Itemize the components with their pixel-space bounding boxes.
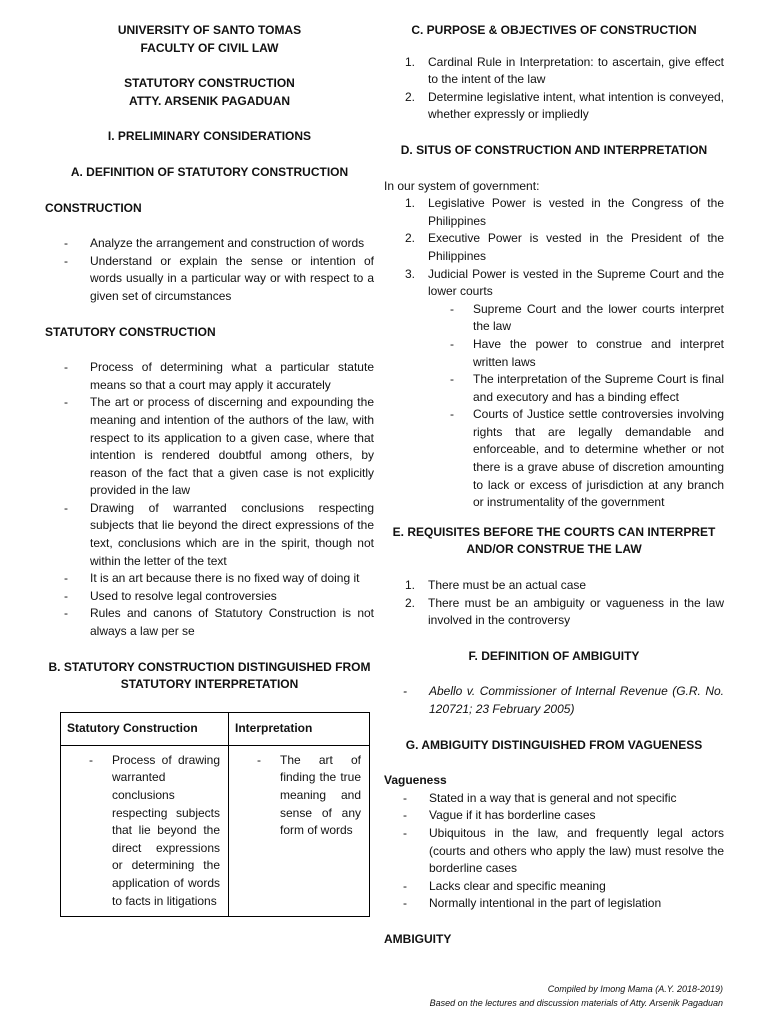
list-item: - Analyze the arrangement and construction of words <box>45 235 374 253</box>
vagueness-heading: Vagueness <box>384 773 447 788</box>
statutory-construction-heading: STATUTORY CONSTRUCTION <box>45 324 216 339</box>
vagueness-list <box>384 790 724 913</box>
section-c-heading: C. PURPOSE & OBJECTIVES OF CONSTRUCTION <box>411 23 697 37</box>
table-header-interpretation: Interpretation <box>229 712 370 745</box>
list-item: - Have the power to construe and interpret written laws <box>384 336 724 371</box>
list-item: - Used to resolve legal controversies <box>45 588 374 606</box>
ambiguity-definition-list <box>384 683 724 718</box>
comparison-table <box>60 712 370 917</box>
section-f-heading: F. DEFINITION OF AMBIGUITY <box>468 648 640 663</box>
list-item: - Vague if it has borderline cases <box>384 807 724 825</box>
list-item: - The art or process of discerning and expounding the meaning and intention of the authors of the law, with respect to its application to a given case, where that intention is rendered doubtful among others, by reason of the fact that a given case is not explicitly provided in the law <box>45 394 374 500</box>
list-item: 2. Determine legislative intent, what intention is conveyed, whether expressly or impliedly <box>405 89 724 122</box>
table-cell-interpretation <box>229 745 370 916</box>
section-b-heading: B. STATUTORY CONSTRUCTION DISTINGUISHED FROM STATUTORY INTERPRETATION <box>48 659 371 692</box>
course-title: STATUTORY CONSTRUCTION <box>124 76 295 91</box>
faculty-name: FACULTY OF CIVIL LAW <box>140 40 279 55</box>
list-item: - It is an art because there is no fixed way of doing it <box>45 570 374 588</box>
university-name: UNIVERSITY OF SANTO TOMAS <box>117 23 302 37</box>
list-item: - Supreme Court and the lower courts interpret the law <box>384 301 724 336</box>
part-title: I. PRELIMINARY CONSIDERATIONS <box>107 129 312 144</box>
judicial-power-sublist <box>384 301 724 512</box>
list-item: - Process of determining what a particular statute means so that a court may apply it accurately <box>45 359 374 394</box>
list-item: - The art of finding the true meaning and sense of any form of words <box>235 752 361 840</box>
page-footer <box>384 982 723 1010</box>
table-header-construction: Statutory Construction <box>61 712 229 745</box>
list-item: - Normally intentional in the part of legislation <box>384 895 724 913</box>
construction-list <box>45 235 374 305</box>
section-a-heading: A. DEFINITION OF STATUTORY CONSTRUCTION <box>70 164 349 179</box>
section-e-heading: E. REQUISITES BEFORE THE COURTS CAN INTERPRET AND/OR CONSTRUE THE LAW <box>392 524 716 557</box>
purpose-list <box>384 54 724 124</box>
section-d-heading: D. SITUS OF CONSTRUCTION AND INTERPRETATION <box>400 142 708 157</box>
list-item: 2. Executive Power is vested in the President of the Philippines <box>405 231 724 263</box>
statutory-construction-list <box>45 359 374 641</box>
list-item: - Stated in a way that is general and not specific <box>384 790 724 808</box>
section-g-heading: G. AMBIGUITY DISTINGUISHED FROM VAGUENESS <box>405 737 703 752</box>
list-item: - Abello v. Commissioner of Internal Revenue (G.R. No. 120721; 23 February 2005) <box>384 683 724 718</box>
list-item: - Courts of Justice settle controversies involving rights that are legally demandable and enforceable, and to determine whether or not there is a grave abuse of discretion amounting to lack or excess of jurisdiction at any branch or instrumentality of the government <box>384 406 724 512</box>
professor-name: ATTY. ARSENIK PAGADUAN <box>128 93 291 108</box>
list-item: - The interpretation of the Supreme Court is final and executory and has a binding effect <box>384 371 724 406</box>
list-item: 1. Legislative Power is vested in the Congress of the Philippines <box>405 196 724 228</box>
list-item: - Drawing of warranted conclusions respecting subjects that lie beyond the direct expressions of the text, conclusions which are in the spirit, though not within the letter of the text <box>45 500 374 570</box>
list-item: - Ubiquitous in the law, and frequently legal actors (courts and others who apply the law) must resolve the borderline cases <box>384 825 724 878</box>
list-item: - Understand or explain the sense or intention of words usually in a particular way or with respect to a given set of circumstances <box>45 253 374 306</box>
requisites-list <box>384 577 724 630</box>
list-item: 1. Cardinal Rule in Interpretation: to ascertain, give effect to the intent of the law <box>405 54 724 87</box>
ambiguity-heading: AMBIGUITY <box>384 931 452 946</box>
footer-source: Based on the lectures and discussion materials of Atty. Arsenik Pagaduan <box>429 998 723 1008</box>
right-column <box>384 22 724 949</box>
table-cell-construction <box>61 745 229 916</box>
list-item: - Lacks clear and specific meaning <box>384 878 724 896</box>
list-item: 1. There must be an actual case <box>405 578 587 593</box>
list-item: - Rules and canons of Statutory Construction is not always a law per se <box>45 605 374 640</box>
list-item: - Process of drawing warranted conclusions respecting subjects that lie beyond the direct expressions or determining the application of words to facts in litigations <box>67 752 220 910</box>
situs-intro: In our system of government: <box>384 178 540 193</box>
list-item: 3. Judicial Power is vested in the Supreme Court and the lower courts <box>405 266 724 299</box>
footer-compiled-by: Compiled by Imong Mama (A.Y. 2018-2019) <box>547 984 723 994</box>
list-item: 2. There must be an ambiguity or vagueness in the law involved in the controversy <box>405 595 724 628</box>
construction-heading: CONSTRUCTION <box>45 200 142 215</box>
left-column <box>45 22 374 917</box>
situs-list <box>384 195 724 301</box>
